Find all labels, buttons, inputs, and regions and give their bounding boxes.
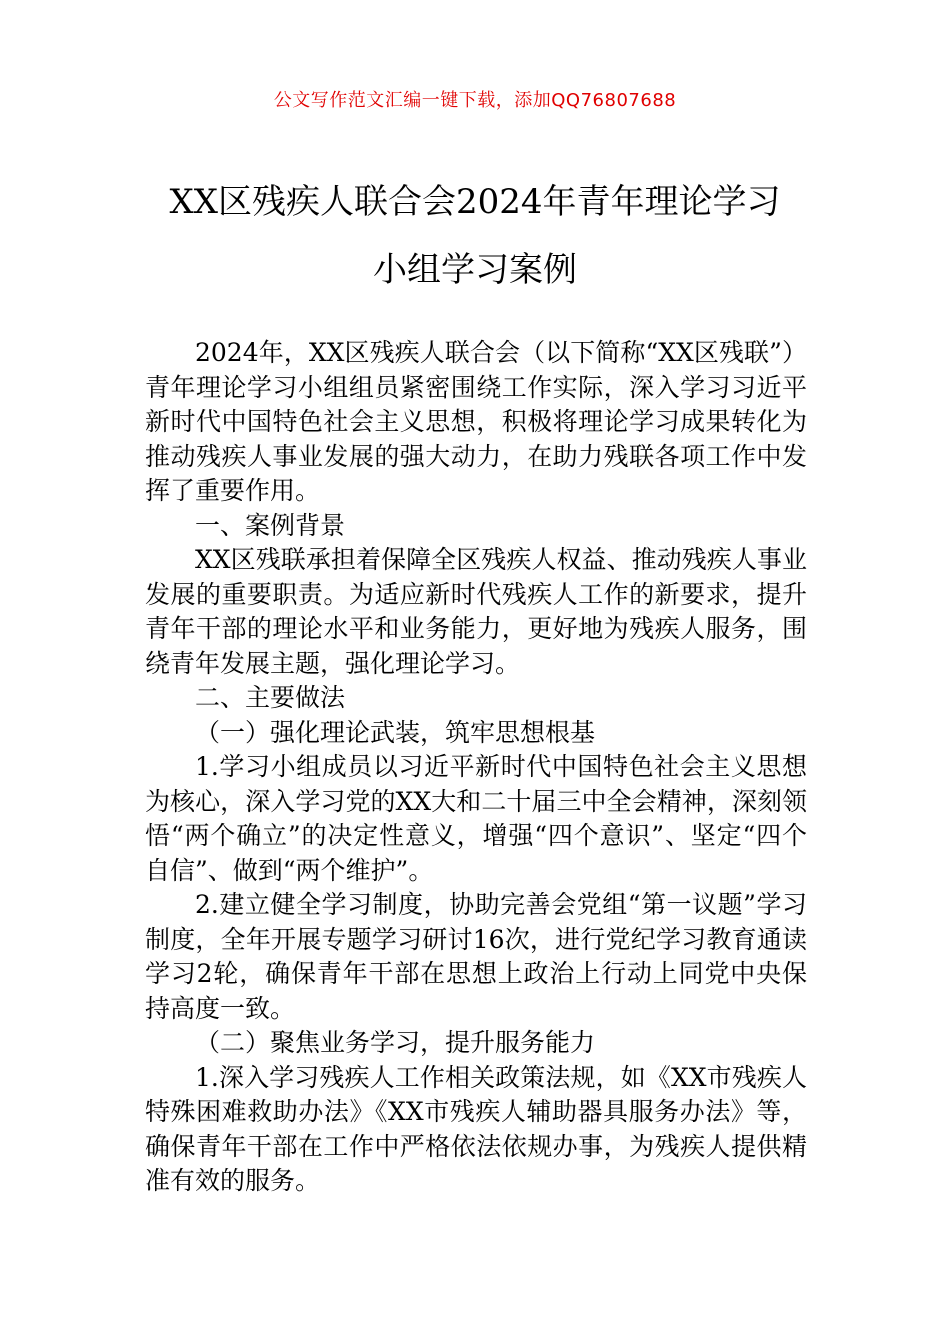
- download-banner: 公文写作范文汇编一键下载，添加QQ76807688: [273, 90, 677, 111]
- document-title-line-1: XX区残疾人联合会2024年青年理论学习: [169, 182, 781, 222]
- theory-item-2: 2.建立健全学习制度，协助完善会党组“第一议题”学习制度，全年开展专题学习研讨16次，进行党纪学习教育通读学习2轮，确保青年干部在思想上政治上行动上同党中央保持高度一致。: [145, 890, 807, 1023]
- document-title-line-2: 小组学习案例: [373, 250, 577, 290]
- subheading-theory: （一）强化理论武装，筑牢思想根基: [195, 717, 596, 747]
- theory-item-1: 1.学习小组成员以习近平新时代中国特色社会主义思想为核心，深入学习党的XX大和二十届三中全会精神，深刻领悟“两个确立”的决定性意义，增强“四个意识”、坚定“四个自信”、做到“两个维护”。: [145, 752, 807, 885]
- section-heading-practices: 二、主要做法: [195, 683, 346, 712]
- document-body: [145, 336, 807, 1199]
- intro-paragraph: 2024年，XX区残疾人联合会（以下简称“XX区残联”）青年理论学习小组组员紧密围绕工作实际，深入学习习近平新时代中国特色社会主义思想，积极将理论学习成果转化为推动残疾人事业发展的强大动力，在助力残联各项工作中发挥了重要作用。: [145, 338, 807, 505]
- background-paragraph: XX区残联承担着保障全区残疾人权益、推动残疾人事业发展的重要职责。为适应新时代残疾人工作的新要求，提升青年干部的理论水平和业务能力，更好地为残疾人服务，围绕青年发展主题，强化理论学习。: [145, 545, 807, 678]
- section-heading-background: 一、案例背景: [195, 510, 346, 540]
- business-item-1: 1.深入学习残疾人工作相关政策法规，如《XX市残疾人特殊困难救助办法》《XX市残疾人辅助器具服务办法》等，确保青年干部在工作中严格依法依规办事，为残疾人提供精准有效的服务。: [145, 1062, 807, 1195]
- subheading-business: （二）聚焦业务学习，提升服务能力: [195, 1028, 596, 1057]
